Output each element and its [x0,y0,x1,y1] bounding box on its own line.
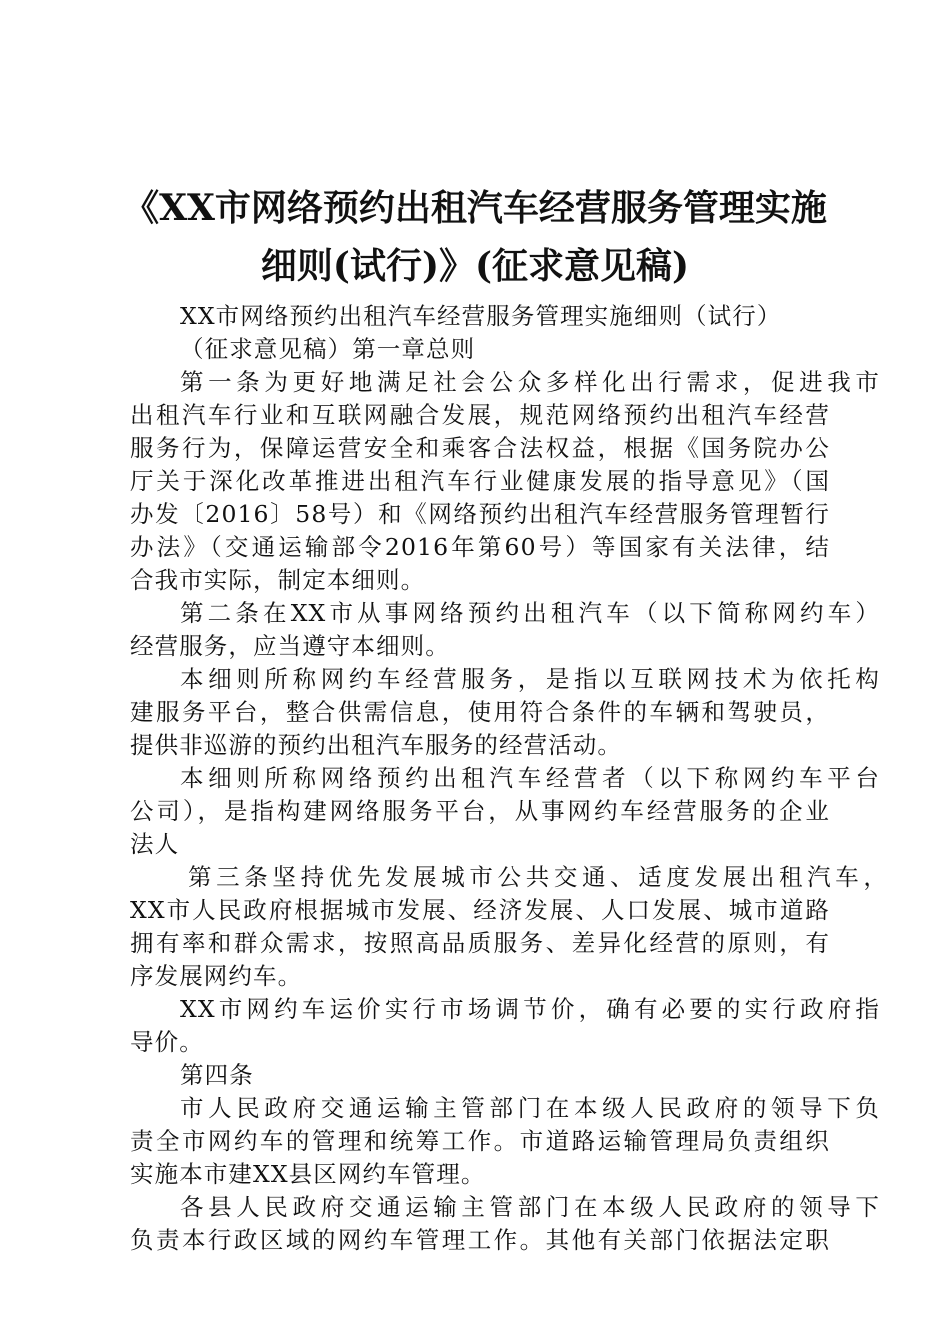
paragraph-line: 办发〔2016〕58号）和《网络预约出租汽车经营服务管理暂行 [130,500,830,528]
paragraph-line: 拥有率和群众需求，按照高品质服务、差异化经营的原则，有 [130,929,830,957]
paragraph-line: 第二条在XX市从事网络预约出租汽车（以下简称网约车） [180,599,880,627]
paragraph-line: 第三条坚持优先发展城市公共交通、适度发展出租汽车， [188,863,888,891]
paragraph-line: 合我市实际，制定本细则。 [130,566,426,594]
subtitle-line: XX市网络预约出租汽车经营服务管理实施细则（试行） [180,302,782,330]
paragraph-line: 序发展网约车。 [130,962,303,990]
subtitle-line: （征求意见稿）第一章总则 [180,335,476,363]
paragraph-line: 服务行为，保障运营安全和乘客合法权益，根据《国务院办公 [130,434,830,462]
paragraph-line: 经营服务，应当遵守本细则。 [130,632,450,660]
paragraph-line: 出租汽车行业和互联网融合发展，规范网络预约出租汽车经营 [130,401,830,429]
paragraph-line: 本细则所称网络预约出租汽车经营者（以下称网约车平台 [180,764,880,792]
paragraph-line: 实施本市建XX县区网约车管理。 [130,1160,486,1188]
paragraph-line: 导价。 [130,1028,204,1056]
paragraph-line: 公司），是指构建网络服务平台，从事网约车经营服务的企业 [130,797,830,825]
paragraph-line: 法人 [130,830,180,858]
paragraph-line: 各县人民政府交通运输主管部门在本级人民政府的领导下 [180,1193,880,1221]
paragraph-line: 市人民政府交通运输主管部门在本级人民政府的领导下负 [180,1094,880,1122]
paragraph-line: 建服务平台，整合供需信息，使用符合条件的车辆和驾驶员， [130,698,830,726]
paragraph-line: 厅关于深化改革推进出租汽车行业健康发展的指导意见》（国 [130,467,830,495]
document-title-line-2: 细则(试行)》(征求意见稿) [260,245,690,287]
paragraph-line: 负责本行政区域的网约车管理工作。其他有关部门依据法定职 [130,1226,830,1254]
paragraph-line: 提供非巡游的预约出租汽车服务的经营活动。 [130,731,622,759]
paragraph-line: 办法》（交通运输部令2016年第60号）等国家有关法律，结 [130,533,830,561]
article-heading: 第四条 [180,1061,254,1089]
document-title-line-1: 《XX市网络预约出租汽车经营服务管理实施 [123,187,827,229]
paragraph-line: XX市人民政府根据城市发展、经济发展、人口发展、城市道路 [130,896,830,924]
document-body [130,300,888,1257]
paragraph-line: 本细则所称网约车经营服务，是指以互联网技术为依托构 [180,665,880,693]
paragraph-line: 第一条为更好地满足社会公众多样化出行需求，促进我市 [180,368,880,396]
paragraph-line: XX市网约车运价实行市场调节价，确有必要的实行政府指 [180,995,880,1023]
paragraph-line: 责全市网约车的管理和统筹工作。市道路运输管理局负责组织 [130,1127,830,1155]
